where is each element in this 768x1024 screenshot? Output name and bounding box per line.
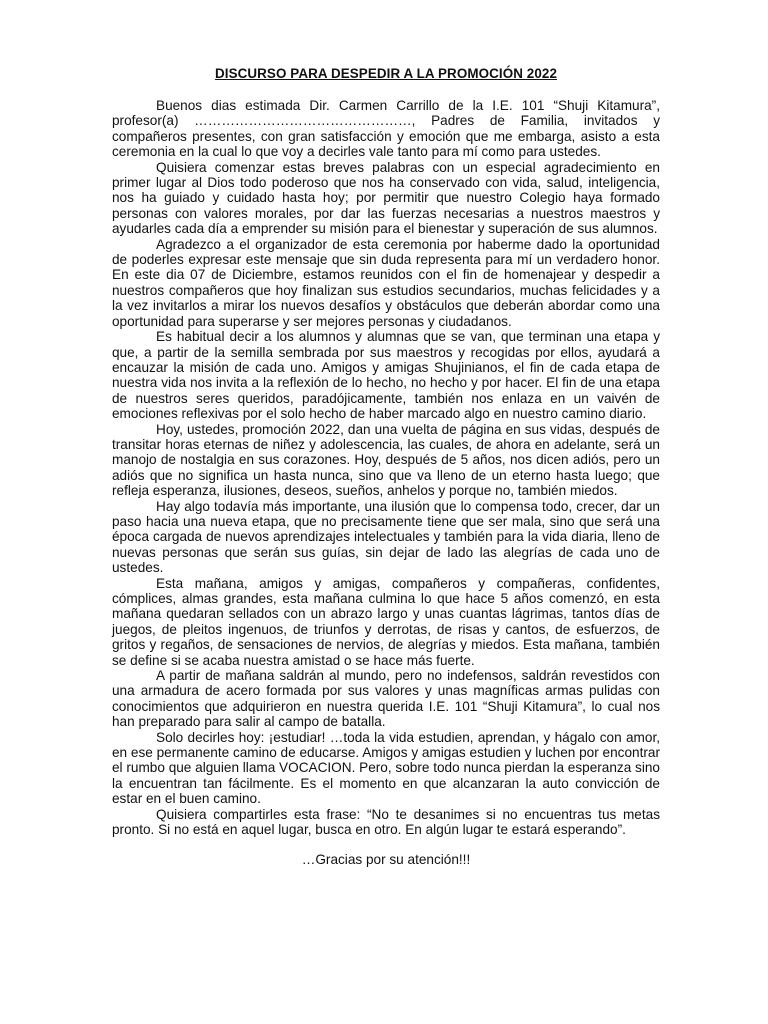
paragraph-thanks-god: Quisiera comenzar estas breves palabras con un especial agradecimiento en primer lugar al Dios todo poderoso que nos ha conservado con vida, salud, inteligencia, nos ha guiado y cuidado hasta hoy; por permitir que nuestro Colegio haya formado personas con valores morales, por dar las fuerzas necesarias a nuestros maestros y ayudarles cada día a emprender su misión para el bienestar y superación de sus alumnos. (112, 159, 660, 237)
paragraph-tomorrow: A partir de mañana saldrán al mundo, pero no indefensos, saldrán revestidos con una armadura de acero formada por sus valores y unas magníficas armas pulidas con conocimientos que adquirieron en nuestra querida I.E. 101 “Shuji Kitamura”, lo cual nos han preparado para salir al campo de batalla. (112, 668, 660, 730)
paragraph-study: Solo decirles hoy: ¡estudiar! …toda la vida estudien, aprendan, y hágalo con amor, en ese permanente camino de educarse. Amigos y amigas estudien y luchen por encontrar el rumbo que alguien llama VOCACION. Pero, sobre todo nunca pierdan la esperanza sino la encuentran tan fácilmente. Es el momento en que alcanzaran la auto convicción de estar en el buen camino. (112, 729, 660, 807)
paragraph-promotion: Hoy, ustedes, promoción 2022, dan una vuelta de página en sus vidas, después de transitar horas eternas de niñez y adolescencia, las cuales, de ahora en adelante, será un manojo de nostalgia en sus corazones. Hoy, después de 5 años, nos dicen adiós, pero un adiós que no significa un hasta nunca, sino que va lleno de un eterno hasta luego; que refleja esperanza, ilusiones, deseos, sueños, anhelos y porque no, también miedos. (112, 421, 660, 499)
paragraph-greeting: Buenos dias estimada Dir. Carmen Carrillo de la I.E. 101 “Shuji Kitamura”, profesor(a) …………………………………………, Padres de Familia, invitados y compañeros presentes, con gran satisfacción y emoción que me embarga, asisto a esta ceremonia en la cual lo que voy a decirles vale tanto para mí como para ustedes. (112, 98, 660, 160)
paragraph-this-morning: Esta mañana, amigos y amigas, compañeros y compañeras, confidentes, cómplices, almas grandes, esta mañana culmina lo que hace 5 años comenzó, en esta mañana quedaran sellados con un abrazo largo y unas cuantas lágrimas, tantos días de juegos, de pleitos ingenuos, de triunfos y derrotas, de risas y cantos, de esfuerzos, de gritos y regaños, de sensaciones de nervios, de alegrías y miedos. Esta mañana, también se define si se acaba nuestra amistad o se hace más fuerte. (112, 575, 660, 668)
paragraph-quote: Quisiera compartirles esta frase: “No te desanimes si no encuentras tus metas pronto. Si no está en aquel lugar, busca en otro. En algún lugar te estará esperando”. (112, 806, 660, 838)
closing-thanks: …Gracias por su atención!!! (301, 851, 471, 867)
paragraph-thanks-organizer: Agradezco a el organizador de esta ceremonia por haberme dado la oportunidad de poderles expresar este mensaje que sin duda representa para mí un verdadero honor. En este dia 07 de Diciembre, estamos reunidos con el fin de homenajear y despedir a nuestros compañeros que hoy finalizan sus estudios secundarios, muchas felicidades y a la vez invitarlos a mirar los nuevos desafíos y obstáculos que deberán abordar como una oportunidad para superarse y ser mejores personas y ciudadanos. (112, 236, 660, 329)
paragraph-illusion: Hay algo todavía más importante, una ilusión que lo compensa todo, crecer, dar un paso hacia una nueva etapa, que no precisamente tiene que ser mala, sino que será una época cargada de nuevos aprendizajes intelectuales y también para la vida diaria, lleno de nuevas personas que serán sus guías, sin dejar de lado las alegrías de cada uno de ustedes. (112, 498, 660, 576)
paragraph-stage-end: Es habitual decir a los alumnos y alumnas que se van, que terminan una etapa y que, a partir de la semilla sembrada por sus maestros y recogidas por ellos, ayudará a encauzar la misión de cada uno. Amigos y amigas Shujinianos, el fin de cada etapa de nuestra vida nos invita a la reflexión de lo hecho, no hecho y por hacer. El fin de una etapa de nuestros seres queridos, paradójicamente, también nos enlaza en un vaivén de emociones reflexivas por el solo hecho de haber marcado algo en nuestro camino diario. (112, 329, 660, 422)
document-title: DISCURSO PARA DESPEDIR A LA PROMOCIÓN 2022 (215, 66, 557, 81)
